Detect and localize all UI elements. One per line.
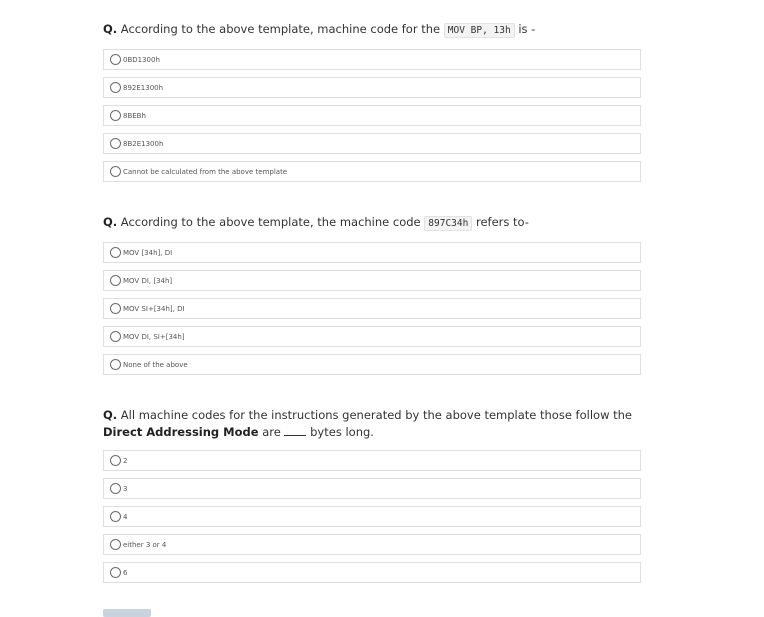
option-2-b[interactable]: MOV DI, [34h] bbox=[103, 270, 641, 291]
option-1-d[interactable]: 8B2E1300h bbox=[103, 133, 641, 154]
radio-button[interactable] bbox=[110, 303, 121, 314]
radio-button[interactable] bbox=[110, 483, 121, 494]
answer-blank bbox=[284, 434, 306, 436]
question-3 bbox=[103, 407, 643, 441]
question-prefix: Q. bbox=[103, 22, 118, 36]
code-snippet: MOV BP, 13h bbox=[444, 23, 515, 38]
radio-button[interactable] bbox=[110, 511, 121, 522]
option-3-d[interactable]: either 3 or 4 bbox=[103, 534, 641, 555]
option-3-a[interactable]: 2 bbox=[103, 450, 641, 471]
radio-button[interactable] bbox=[110, 54, 121, 65]
question-3-text: Q. All machine codes for the instructions generated by the above template those follow the Direct Addressing Mode are bytes long. bbox=[103, 408, 633, 439]
question-prefix: Q. bbox=[103, 215, 118, 229]
submit-button[interactable] bbox=[103, 609, 151, 617]
bold-term: Direct Addressing Mode bbox=[103, 425, 259, 439]
question-2-text: Q. According to the above template, the machine code 897C34h refers to- bbox=[103, 215, 529, 229]
radio-button[interactable] bbox=[110, 247, 121, 258]
option-1-a[interactable]: 0BD1300h bbox=[103, 49, 641, 70]
radio-button[interactable] bbox=[110, 138, 121, 149]
question-2 bbox=[103, 214, 643, 232]
option-2-a[interactable]: MOV [34h], DI bbox=[103, 242, 641, 263]
radio-button[interactable] bbox=[110, 110, 121, 121]
option-1-b[interactable]: 892E1300h bbox=[103, 77, 641, 98]
option-3-e[interactable]: 6 bbox=[103, 562, 641, 583]
radio-button[interactable] bbox=[110, 275, 121, 286]
question-1-text: Q. According to the above template, machine code for the MOV BP, 13h is - bbox=[103, 22, 536, 36]
option-2-d[interactable]: MOV DI, SI+[34h] bbox=[103, 326, 641, 347]
option-2-c[interactable]: MOV SI+[34h], DI bbox=[103, 298, 641, 319]
radio-button[interactable] bbox=[110, 166, 121, 177]
option-1-e[interactable]: Cannot be calculated from the above template bbox=[103, 161, 641, 182]
question-1 bbox=[103, 21, 643, 39]
radio-button[interactable] bbox=[110, 567, 121, 578]
radio-button[interactable] bbox=[110, 455, 121, 466]
option-3-b[interactable]: 3 bbox=[103, 478, 641, 499]
option-1-c[interactable]: 8BEBh bbox=[103, 105, 641, 126]
option-2-e[interactable]: None of the above bbox=[103, 354, 641, 375]
code-snippet: 897C34h bbox=[424, 216, 472, 231]
radio-button[interactable] bbox=[110, 359, 121, 370]
radio-button[interactable] bbox=[110, 82, 121, 93]
option-3-c[interactable]: 4 bbox=[103, 506, 641, 527]
radio-button[interactable] bbox=[110, 331, 121, 342]
radio-button[interactable] bbox=[110, 539, 121, 550]
question-prefix: Q. bbox=[103, 408, 118, 422]
